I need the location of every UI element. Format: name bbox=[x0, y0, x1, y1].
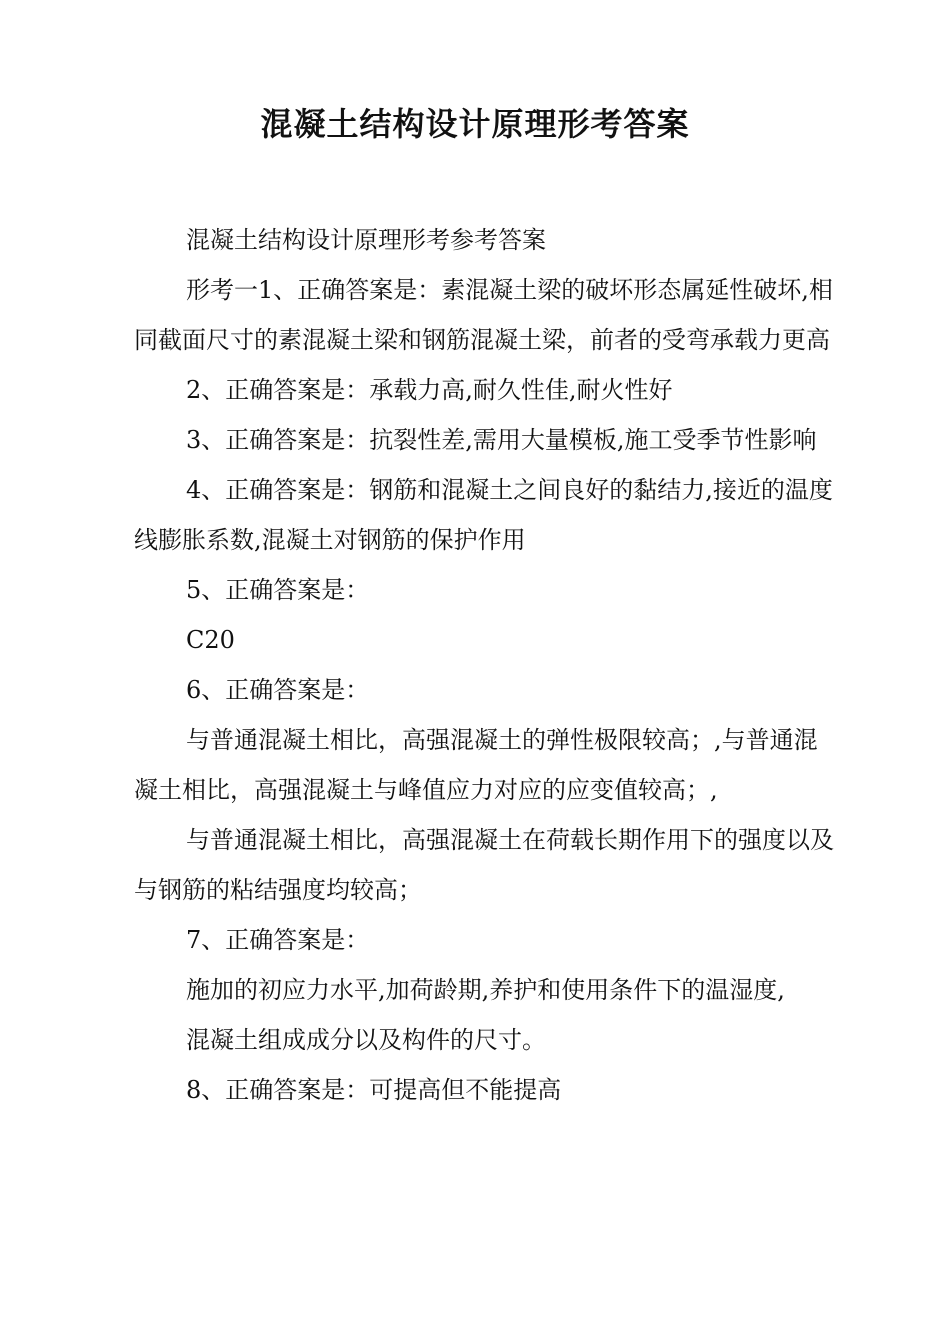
paragraph: 与普通混凝土相比，高强混凝土的弹性极限较高；,与普通混凝土相比，高强混凝土与峰值应力对应的应变值较高；, bbox=[134, 726, 818, 804]
paragraph: 8、正确答案是：可提高但不能提高 bbox=[186, 1076, 562, 1104]
paragraph: 6、正确答案是： bbox=[186, 676, 370, 704]
paragraph: 混凝土结构设计原理形考参考答案 bbox=[186, 226, 546, 254]
paragraph: 3、正确答案是：抗裂性差,需用大量模板,施工受季节性影响 bbox=[186, 426, 817, 454]
document-body bbox=[134, 215, 834, 1115]
paragraph: 混凝土组成成分以及构件的尺寸。 bbox=[186, 1026, 546, 1054]
paragraph: 施加的初应力水平,加荷龄期,养护和使用条件下的温湿度, bbox=[186, 976, 785, 1004]
paragraph: 4、正确答案是：钢筋和混凝土之间良好的黏结力,接近的温度线膨胀系数,混凝土对钢筋的保护作用 bbox=[134, 476, 833, 554]
paragraph: 形考一1、正确答案是：素混凝土梁的破坏形态属延性破坏,相同截面尺寸的素混凝土梁和钢筋混凝土梁，前者的受弯承载力更高 bbox=[134, 276, 833, 354]
paragraph: 2、正确答案是：承载力高,耐久性佳,耐火性好 bbox=[186, 376, 673, 404]
paragraph: 5、正确答案是： bbox=[186, 576, 370, 604]
paragraph: 7、正确答案是： bbox=[186, 926, 370, 954]
document-title: 混凝土结构设计原理形考答案 bbox=[260, 105, 690, 143]
paragraph: C20 bbox=[186, 626, 235, 654]
paragraph: 与普通混凝土相比，高强混凝土在荷载长期作用下的强度以及与钢筋的粘结强度均较高； bbox=[134, 826, 834, 904]
